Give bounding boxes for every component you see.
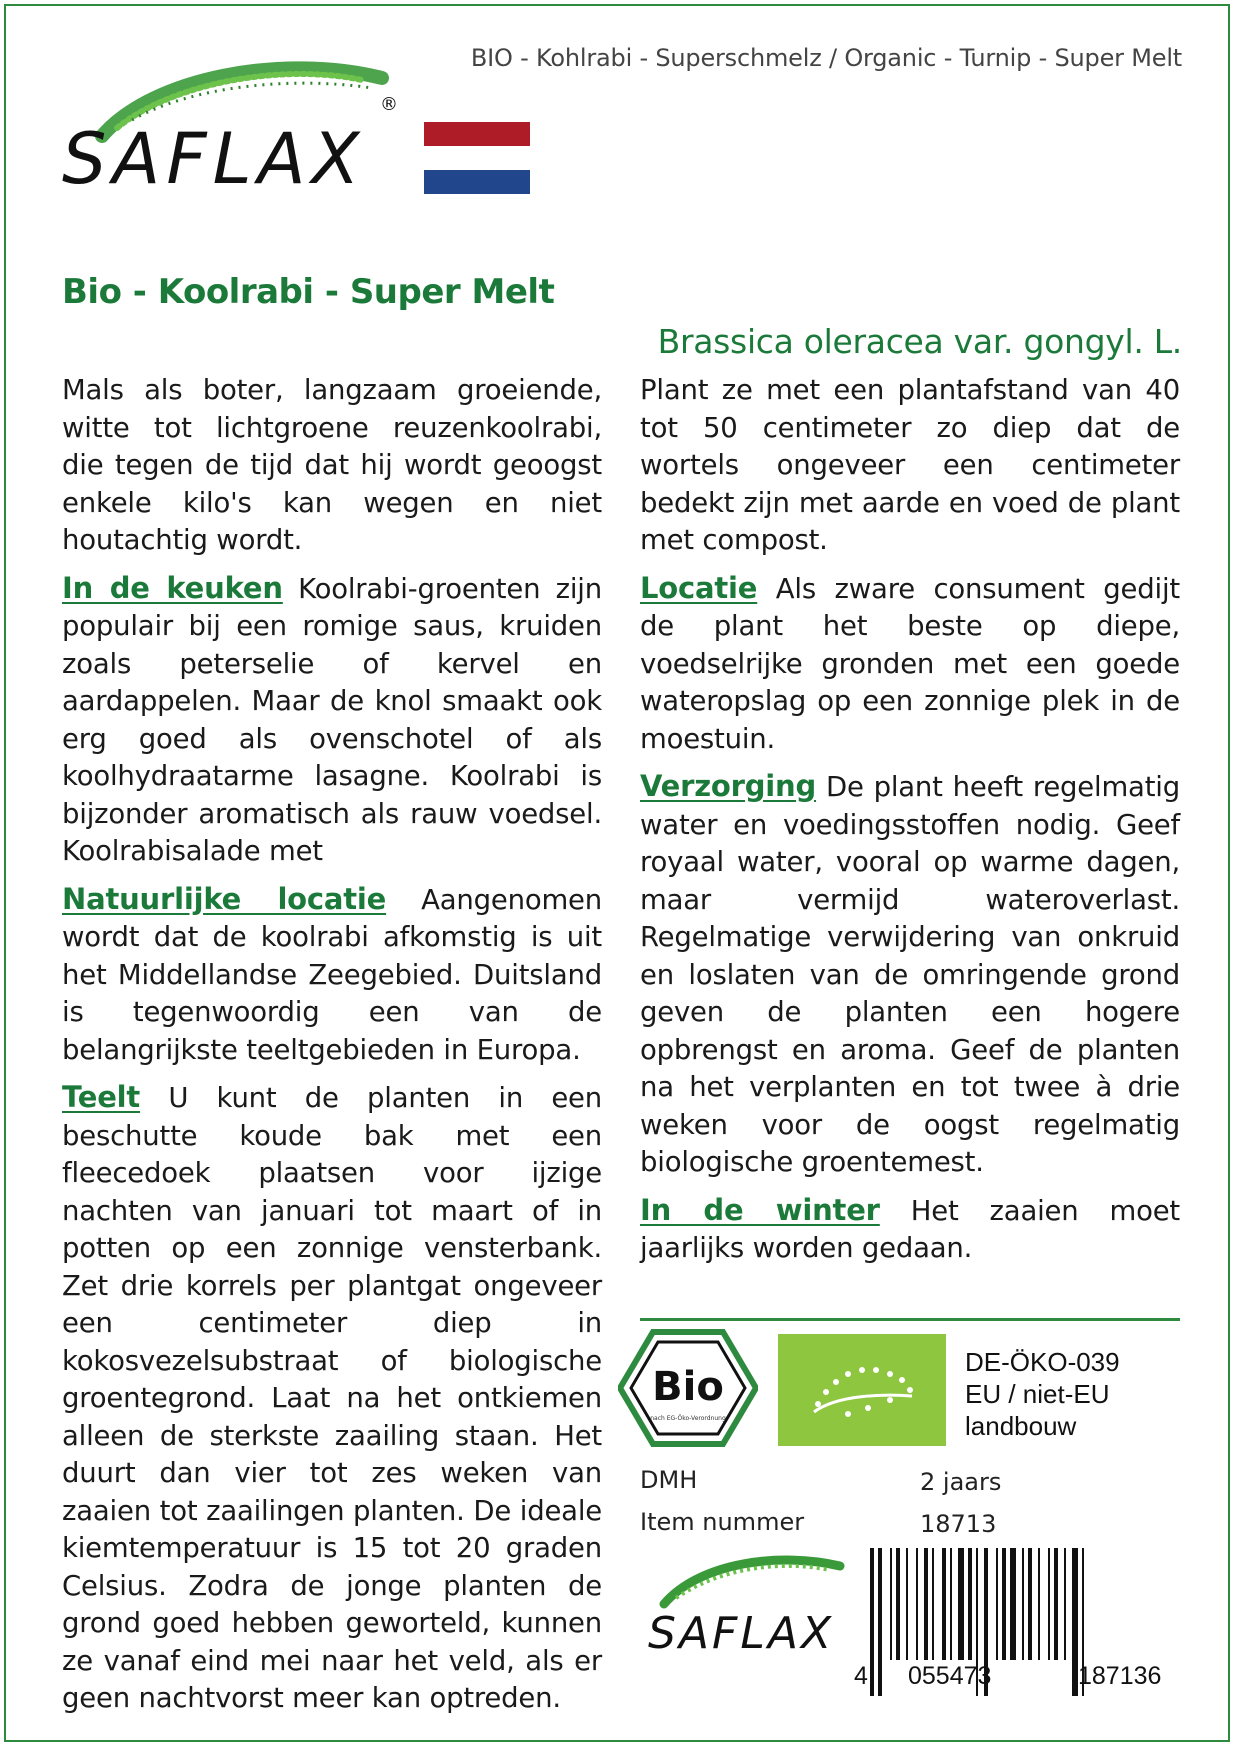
kitchen-paragraph (62, 570, 602, 871)
bio-badge-small-text: nach EG-Öko-Verordnung (650, 1415, 726, 1422)
winter-heading: In de winter (640, 1192, 880, 1227)
barcode-bar (1002, 1548, 1006, 1660)
cert-origin: EU / niet-EU (965, 1379, 1110, 1409)
location-text: Als zware consument gedijt de plant het beste op diepe, voedselrijke gronden met een goede wateropslag op een zonnige plek in de moestuin. (640, 572, 1180, 755)
barcode-digit-prefix: 4 (854, 1662, 868, 1690)
latin-name: Brassica oleracea var. gongyl. L. (657, 322, 1182, 361)
bio-seal-icon (618, 1328, 758, 1448)
right-column (640, 372, 1180, 1278)
location-paragraph (640, 570, 1180, 759)
certification-divider (640, 1318, 1180, 1321)
plant-paragraph (640, 372, 1180, 560)
barcode-digits-right: 187136 (1078, 1662, 1162, 1690)
cert-code: DE-ÖKO-039 (965, 1347, 1120, 1377)
barcode-digits-left: 055473 (908, 1662, 992, 1690)
left-column (62, 372, 602, 1728)
barcode-bar (1038, 1548, 1040, 1660)
kitchen-text: Koolrabi-groenten zijn populair bij een romige saus, kruiden zoals peterselie of kervel en aardappelen. Maar de knol smaakt ook erg goed als ovenschotel of als koolhydraatarme lasagne. Koolrabi is bijzonder aromatisch als rauw voedsel. Koolrabisalade met (62, 572, 602, 867)
winter-paragraph (640, 1192, 1180, 1268)
barcode-bar (870, 1548, 874, 1696)
eu-organic-leaf-icon (778, 1334, 946, 1446)
barcode-bar (916, 1548, 918, 1660)
product-title: Bio - Koolrabi - Super Melt (62, 272, 555, 312)
barcode-bar (950, 1548, 952, 1660)
bio-badge-text: Bio (652, 1364, 724, 1410)
barcode-bar (942, 1548, 946, 1660)
barcode-bar (1010, 1548, 1016, 1660)
saflax-logo-small (640, 1548, 860, 1668)
natural-text: Aangenomen wordt dat de koolrabi afkomstig is uit het Middellandse Zeegebied. Duitsland is tegenwoordig een van de belangrijkste teeltgebieden in Europa. (62, 883, 602, 1066)
grow-paragraph (62, 1079, 602, 1718)
brand-wordmark: SAFLAX (62, 118, 366, 200)
barcode-bar (1064, 1548, 1066, 1660)
grow-heading: Teelt (62, 1080, 141, 1114)
brand-wordmark-small: SAFLAX (648, 1608, 835, 1659)
kitchen-heading: In de keuken (62, 570, 283, 605)
natural-paragraph (62, 881, 602, 1070)
dmh-label: DMH (640, 1466, 698, 1494)
barcode-bar (932, 1548, 934, 1660)
plant-text: Plant ze met een plantafstand van 40 tot 50 centimeter zo diep dat de wortels ongeveer een centimeter bedekt zijn met aarde en voed de plant met compost. (640, 374, 1180, 556)
barcode-bar (906, 1548, 908, 1660)
barcode-bar (924, 1548, 928, 1660)
saflax-logo (62, 58, 412, 208)
care-heading: Verzorging (640, 769, 817, 803)
barcode-bar (1022, 1548, 1024, 1660)
barcode-bar (996, 1548, 998, 1660)
barcode-bar (890, 1548, 892, 1660)
care-paragraph (640, 768, 1180, 1182)
barcode-bar (896, 1548, 900, 1660)
barcode-bar (968, 1548, 972, 1660)
barcode-bar (1054, 1548, 1058, 1660)
barcode-bar (958, 1548, 964, 1660)
care-text: De plant heeft regelmatig water en voedingsstoffen nodig. Geef royaal water, vooral op warme dagen, maar vermijd wateroverlast. Regelmatige verwijdering van onkruid en loslaten van de omringende grond geven de planten een hogere opbrengst en aroma. Geef de planten na het verplanten en tot twee à drie weken voor de oogst regelmatig biologische groentemest. (640, 771, 1180, 1178)
item-number-label: Item nummer (640, 1508, 805, 1536)
product-topline: BIO - Kohlrabi - Superschmelz / Organic - Turnip - Super Melt (470, 44, 1182, 72)
netherlands-flag-icon (424, 122, 530, 194)
grass-swoosh-small-icon (664, 1560, 840, 1604)
barcode-bar (1048, 1548, 1050, 1660)
barcode-bar (878, 1548, 882, 1696)
intro-paragraph (62, 372, 602, 560)
certification-text (965, 1346, 1120, 1442)
intro-text: Mals als boter, langzaam groeiende, witte tot lichtgroene reuzenkoolrabi, die tegen de tijd dat hij wordt geoogst enkele kilo's kan wegen en niet houtachtig wordt. (62, 374, 602, 556)
cert-agriculture: landbouw (965, 1411, 1077, 1441)
location-heading: Locatie (640, 570, 758, 605)
registered-mark: ® (380, 94, 398, 115)
natural-heading: Natuurlijke locatie (62, 881, 387, 916)
winter-text: Het zaaien moet jaarlijks worden gedaan. (640, 1194, 1180, 1264)
item-number-value: 18713 (920, 1510, 997, 1538)
grow-text: U kunt de planten in een beschutte koude bak met een fleecedoek plaatsen voor ijzige nachten van januari tot maart of in potten op een zonnige vensterbank. Zet drie korrels per plantgat ongeveer een centimeter diep in kokosvezelsubstraat of biologische groentegrond. Laat na het ontkiemen alleen de sterkste zaailing staan. Het duurt dan vier tot zes weken van zaaien tot zaailingen planten. De ideale kiemtemperatuur is 15 tot 20 graden Celsius. Zodra de jonge planten de grond goed hebben geworteld, kunnen ze vanaf eind mei naar het veld, als er geen nachtvorst meer kan optreden. (62, 1082, 602, 1714)
dmh-value: 2 jaars (920, 1468, 1002, 1496)
barcode-bar (1028, 1548, 1032, 1660)
